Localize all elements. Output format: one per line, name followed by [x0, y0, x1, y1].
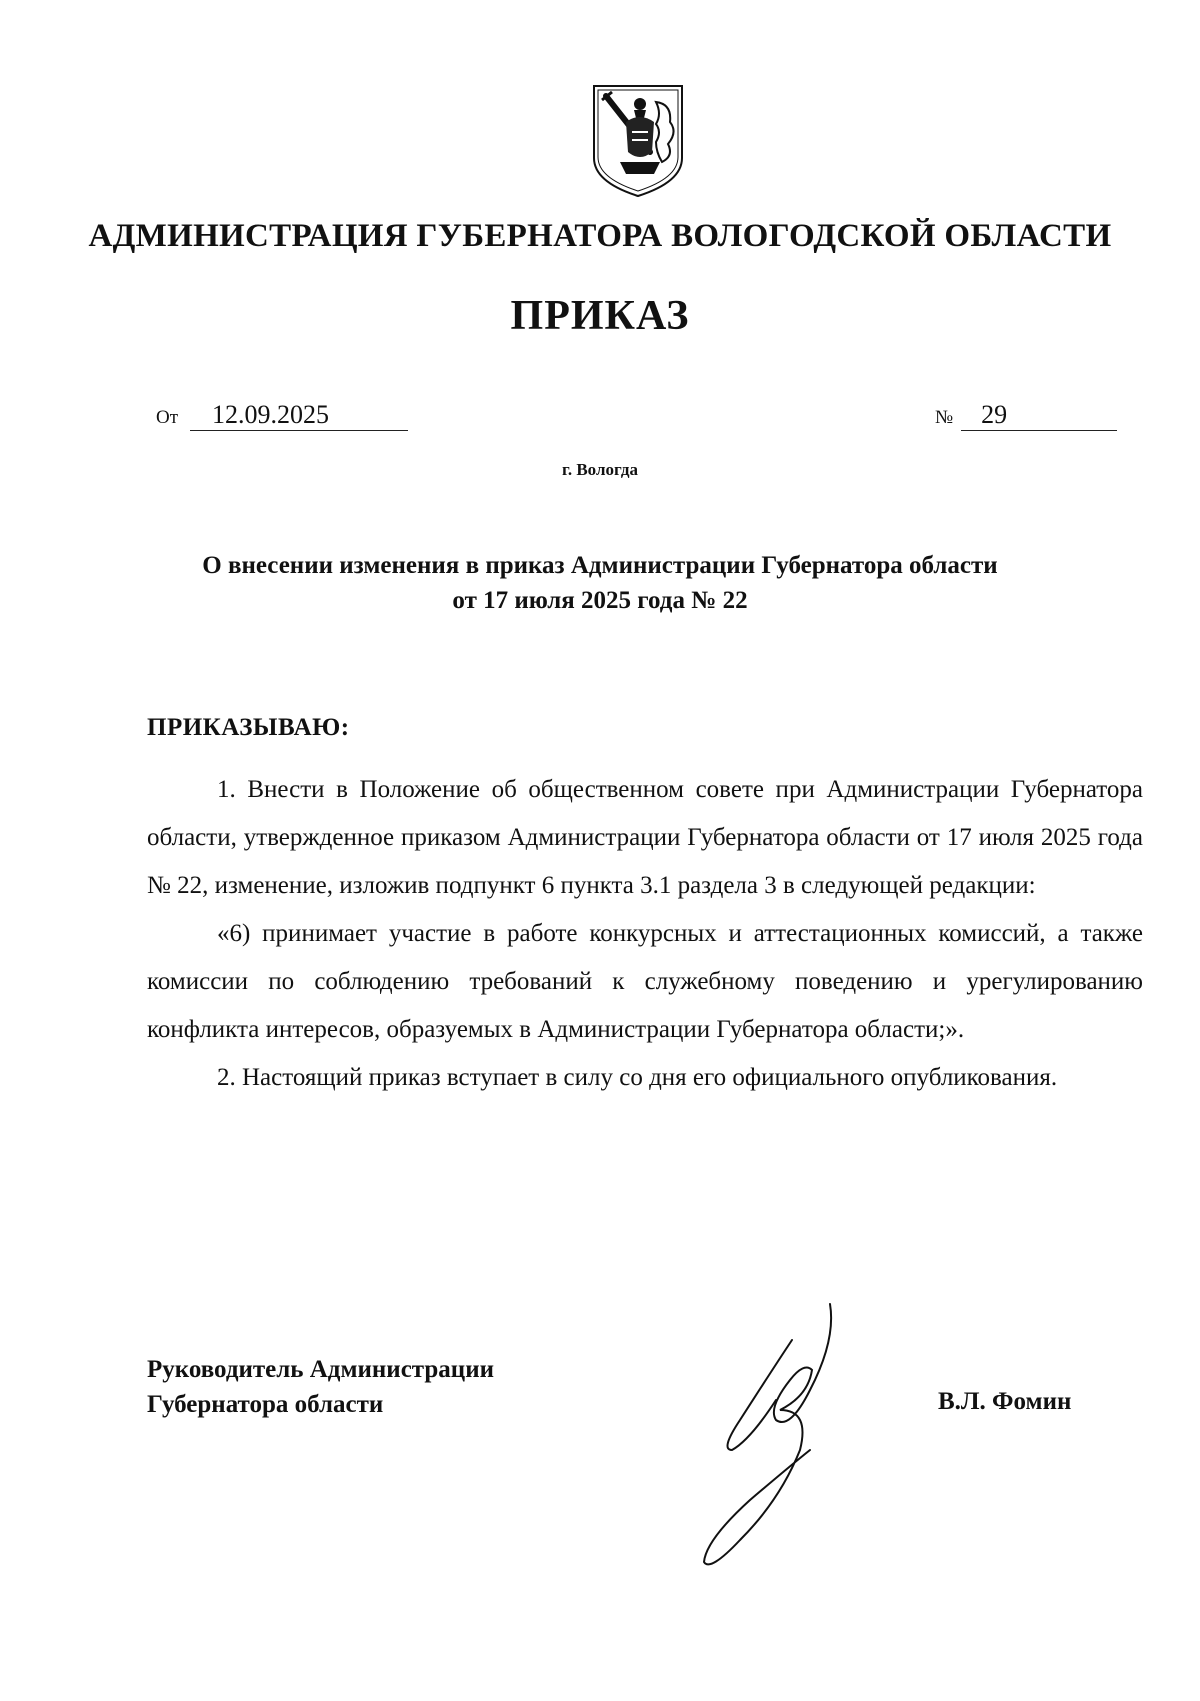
- subject-line-2: от 17 июля 2025 года № 22: [452, 587, 748, 614]
- document-subject: [0, 548, 1200, 618]
- city-label: г. Вологда: [562, 460, 638, 479]
- document-number: 29: [961, 400, 1117, 431]
- signer-position-line-1: Руководитель Администрации: [147, 1356, 494, 1383]
- document-body: [147, 766, 1143, 1102]
- coat-of-arms-icon: [590, 82, 686, 200]
- date-prefix: От: [156, 407, 179, 428]
- signer-name: В.Л. Фомин: [938, 1388, 1072, 1415]
- subject-line-1: О внесении изменения в приказ Администрации Губернатора области: [202, 552, 998, 579]
- signer-position: [147, 1352, 494, 1422]
- document-number-block: [935, 400, 1117, 431]
- paragraph-2: «6) принимает участие в работе конкурсных и аттестационных комиссий, а также комиссии по соблюдению требований к служебному поведению и урегулированию конфликта интересов, образуемых в Администрации Губернатора области;».: [147, 920, 1143, 1043]
- paragraph-1: 1. Внести в Положение об общественном совете при Администрации Губернатора области, утвержденное приказом Администрации Губернатора области от 17 июля 2025 года № 22, изменение, изложив подпункт 6 пункта 3.1 раздела 3 в следующей редакции:: [147, 776, 1143, 899]
- paragraph-3: 2. Настоящий приказ вступает в силу со дня его официального опубликования.: [217, 1064, 1058, 1091]
- order-word: ПРИКАЗЫВАЮ:: [147, 714, 350, 741]
- handwritten-signature: [680, 1300, 860, 1580]
- number-prefix: №: [935, 407, 954, 428]
- organization-title: АДМИНИСТРАЦИЯ ГУБЕРНАТОРА ВОЛОГОДСКОЙ ОБЛАСТИ: [88, 218, 1112, 254]
- document-date: 12.09.2025: [190, 400, 408, 431]
- document-type-title: ПРИКАЗ: [510, 293, 690, 339]
- document-date-block: [156, 400, 408, 431]
- signer-position-line-2: Губернатора области: [147, 1391, 384, 1418]
